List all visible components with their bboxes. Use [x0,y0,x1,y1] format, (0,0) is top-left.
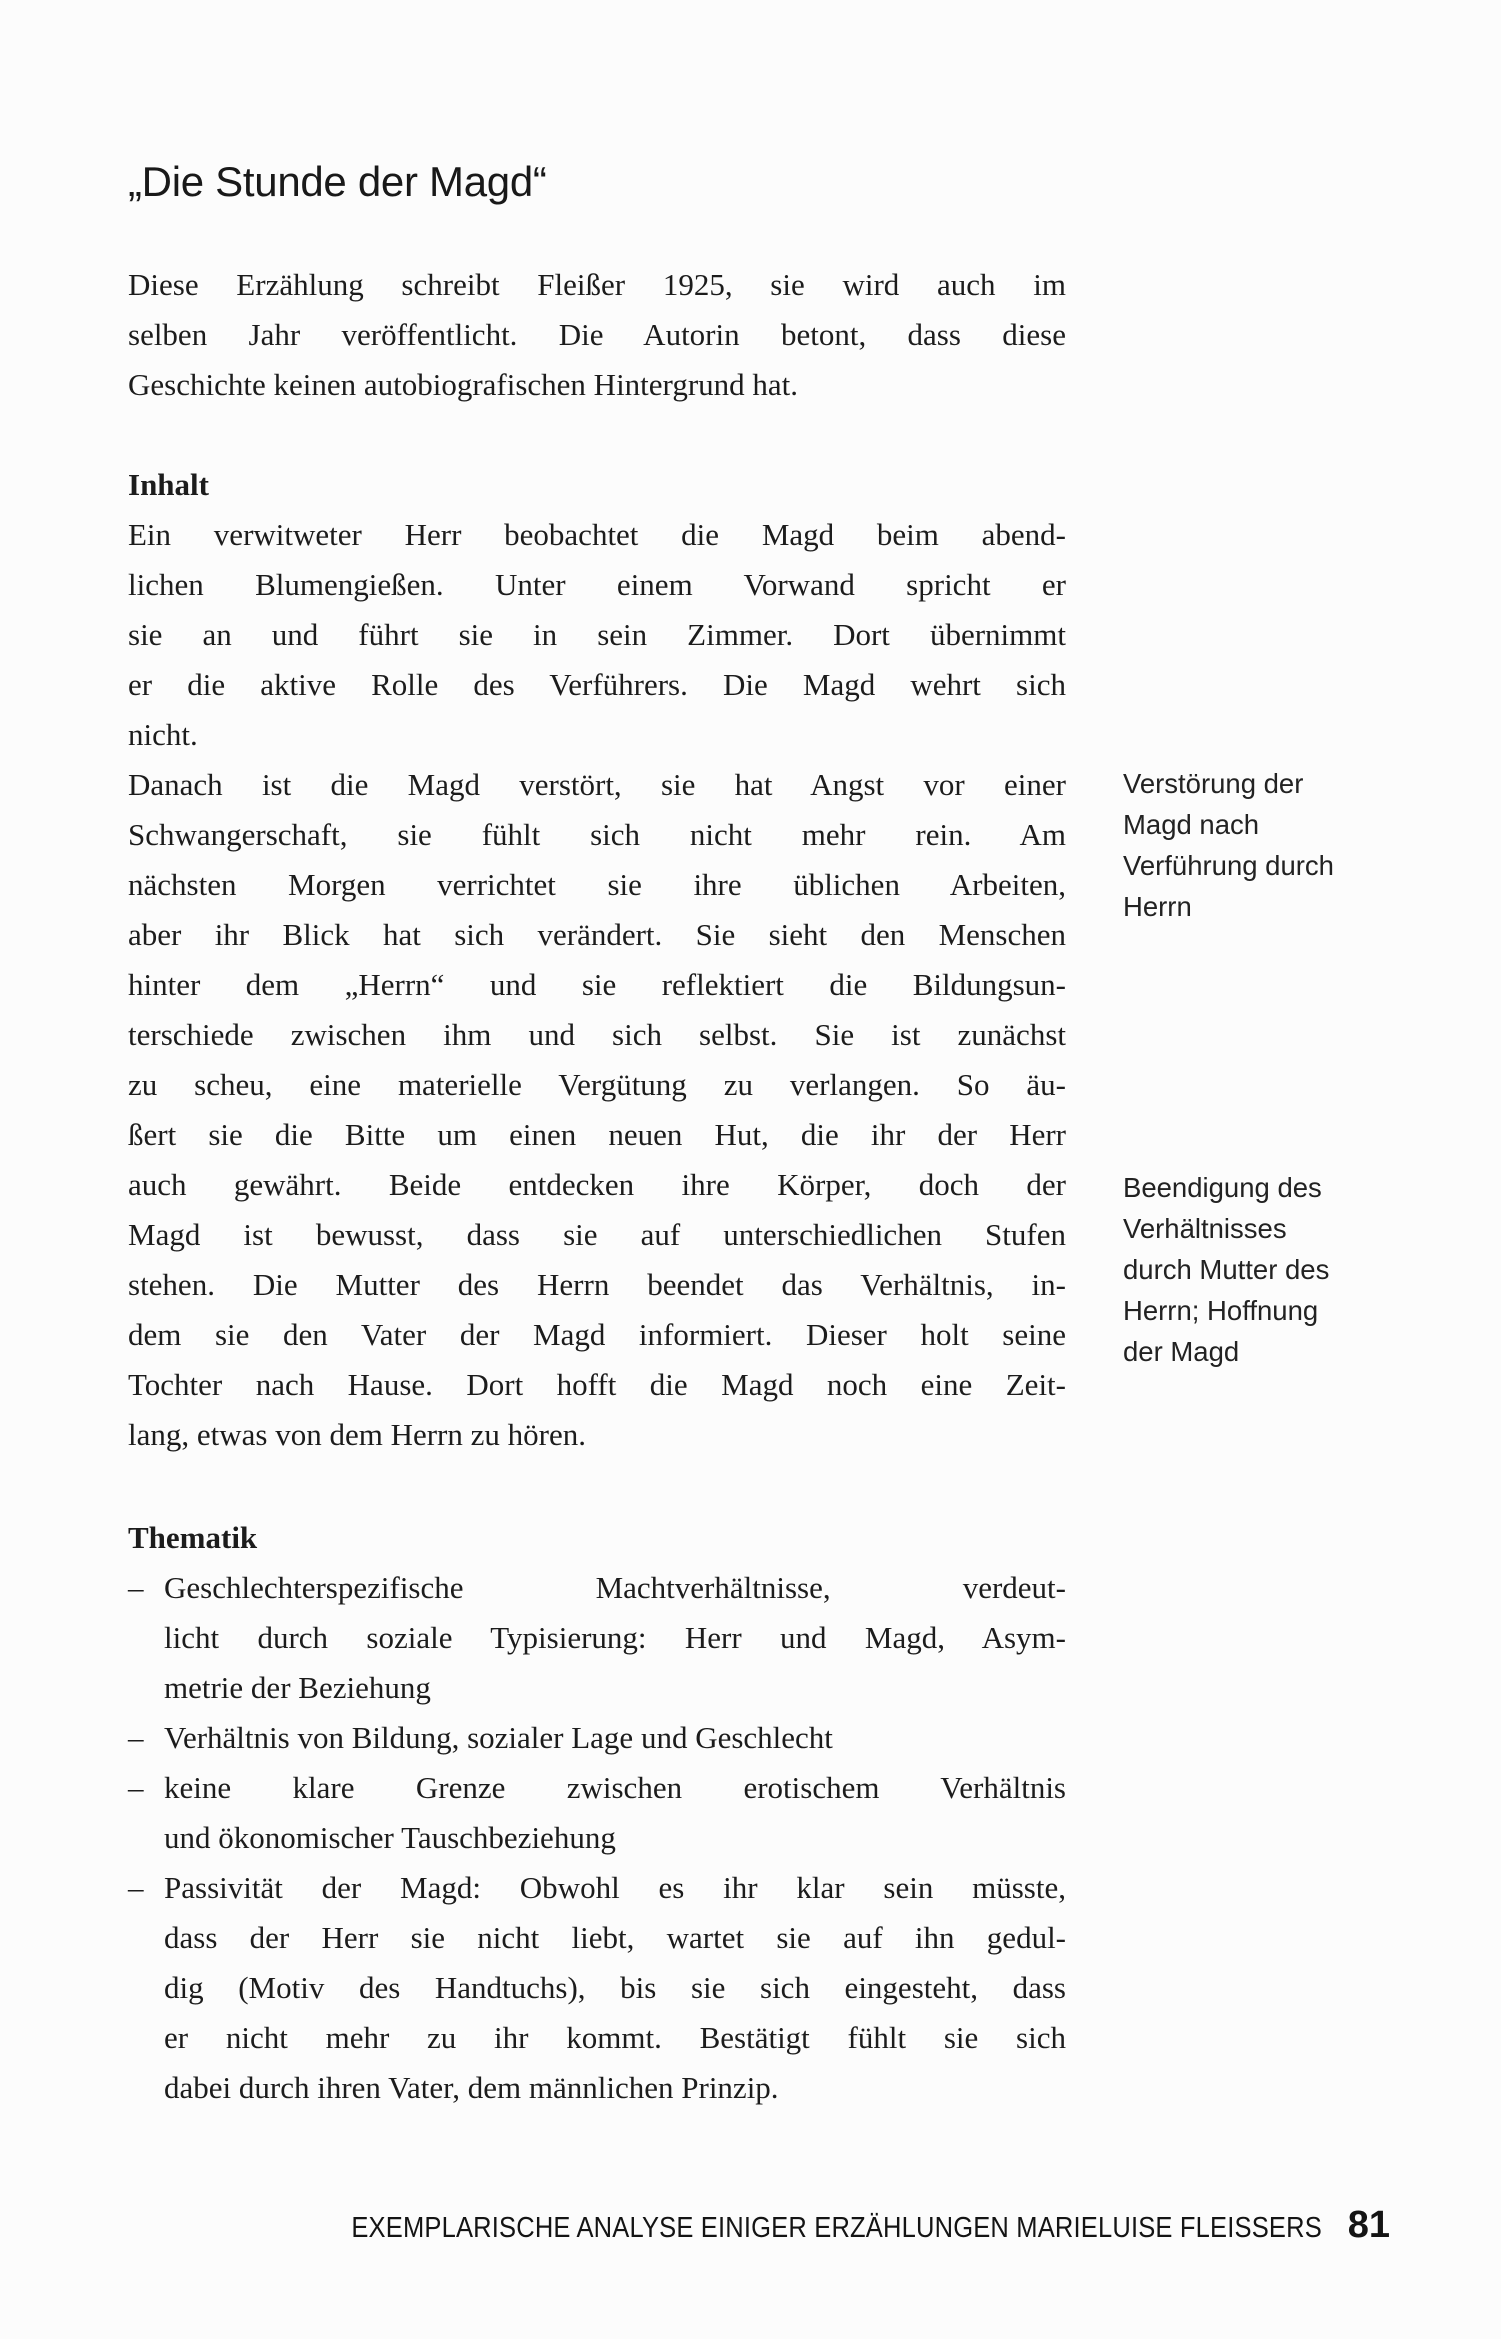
list-item [128,1563,1066,1713]
text-line: Geschichte keinen autobiografischen Hintergrund hat. [128,367,799,402]
text-line: Verführung durch [1123,850,1334,881]
text-line: hinter dem „Herrn“ und sie reflektiert die Bildungsun- [128,967,1066,1002]
text-line: Verhältnisses [1123,1213,1287,1244]
text-line: selben Jahr veröffentlicht. Die Autorin betont, dass diese [128,317,1066,352]
text-line: Geschlechterspezifische Machtverhältnisse, verdeut- [164,1570,1066,1605]
text-line: Diese Erzählung schreibt Fleißer 1925, sie wird auch im [128,267,1066,302]
text-line: aber ihr Blick hat sich verändert. Sie sieht den Menschen [128,917,1066,952]
text-line: Verstörung der [1123,768,1304,799]
margin-note-verstoerung [1123,763,1453,927]
text-line: dem sie den Vater der Magd informiert. Dieser holt seine [128,1317,1066,1352]
thematik-list [128,1563,1066,2113]
text-line: nicht. [128,717,198,752]
section-heading-thematik: Thematik [128,1520,258,1555]
text-line: dass der Herr sie nicht liebt, wartet sie auf ihn gedul- [164,1920,1066,1955]
text-line: stehen. Die Mutter des Herrn beendet das Verhältnis, in- [128,1267,1066,1302]
list-item [128,1763,1066,1863]
text-line: Magd ist bewusst, dass sie auf unterschiedlichen Stufen [128,1217,1066,1252]
text-line: lang, etwas von dem Herrn zu hören. [128,1417,586,1452]
text-line: Herrn [1123,891,1192,922]
text-line: terschiede zwischen ihm und sich selbst. Sie ist zunächst [128,1017,1066,1052]
text-line: Verhältnis von Bildung, sozialer Lage und Geschlecht [164,1720,833,1755]
text-line: dig (Motiv des Handtuchs), bis sie sich eingesteht, dass [164,1970,1066,2005]
text-line: sie an und führt sie in sein Zimmer. Dort übernimmt [128,617,1066,652]
text-line: zu scheu, eine materielle Vergütung zu verlangen. So äu- [128,1067,1066,1102]
text-line: auch gewährt. Beide entdecken ihre Körper, doch der [128,1167,1066,1202]
text-line: durch Mutter des [1123,1254,1330,1285]
text-line: Ein verwitweter Herr beobachtet die Magd beim abend- [128,517,1066,552]
bullet-dash: – [128,1870,144,1905]
bullet-dash: – [128,1570,144,1605]
text-line: Schwangerschaft, sie fühlt sich nicht mehr rein. Am [128,817,1066,852]
list-item [128,1713,1066,1763]
running-footer-text: EXEMPLARISCHE ANALYSE EINIGER ERZÄHLUNGEN MARIELUISE FLEISSERS [351,2212,1322,2244]
list-item [128,1863,1066,2113]
text-line: ßert sie die Bitte um einen neuen Hut, die ihr der Herr [128,1117,1066,1152]
text-line: er die aktive Rolle des Verführers. Die Magd wehrt sich [128,667,1066,702]
text-line: Beendigung des [1123,1172,1322,1203]
section-heading-inhalt: Inhalt [128,467,209,502]
page-title: „Die Stunde der Magd“ [128,158,547,205]
bullet-dash: – [128,1770,144,1805]
bullet-dash: – [128,1720,144,1755]
text-line: lichen Blumengießen. Unter einem Vorwand spricht er [128,567,1066,602]
text-line: der Magd [1123,1336,1240,1367]
margin-note-beendigung [1123,1167,1453,1372]
text-line: keine klare Grenze zwischen erotischem Verhältnis [164,1770,1066,1805]
text-line: dabei durch ihren Vater, dem männlichen Prinzip. [164,2070,779,2105]
text-line: Magd nach [1123,809,1260,840]
page-number: 81 [1347,2204,1390,2246]
text-line: Danach ist die Magd verstört, sie hat Angst vor einer [128,767,1066,802]
text-line: metrie der Beziehung [164,1670,431,1705]
inhalt-paragraph-2 [128,760,1066,1460]
page-footer [219,2204,1390,2247]
text-line: Tochter nach Hause. Dort hofft die Magd noch eine Zeit- [128,1367,1066,1402]
inhalt-paragraph-1 [128,510,1066,760]
text-line: Herrn; Hoffnung [1123,1295,1319,1326]
text-line: er nicht mehr zu ihr kommt. Bestätigt fühlt sie sich [164,2020,1066,2055]
intro-paragraph [128,260,1066,410]
text-line: und ökonomischer Tauschbeziehung [164,1820,616,1855]
text-line: Passivität der Magd: Obwohl es ihr klar sein müsste, [164,1870,1066,1905]
text-line: licht durch soziale Typisierung: Herr und Magd, Asym- [164,1620,1066,1655]
text-line: nächsten Morgen verrichtet sie ihre üblichen Arbeiten, [128,867,1066,902]
